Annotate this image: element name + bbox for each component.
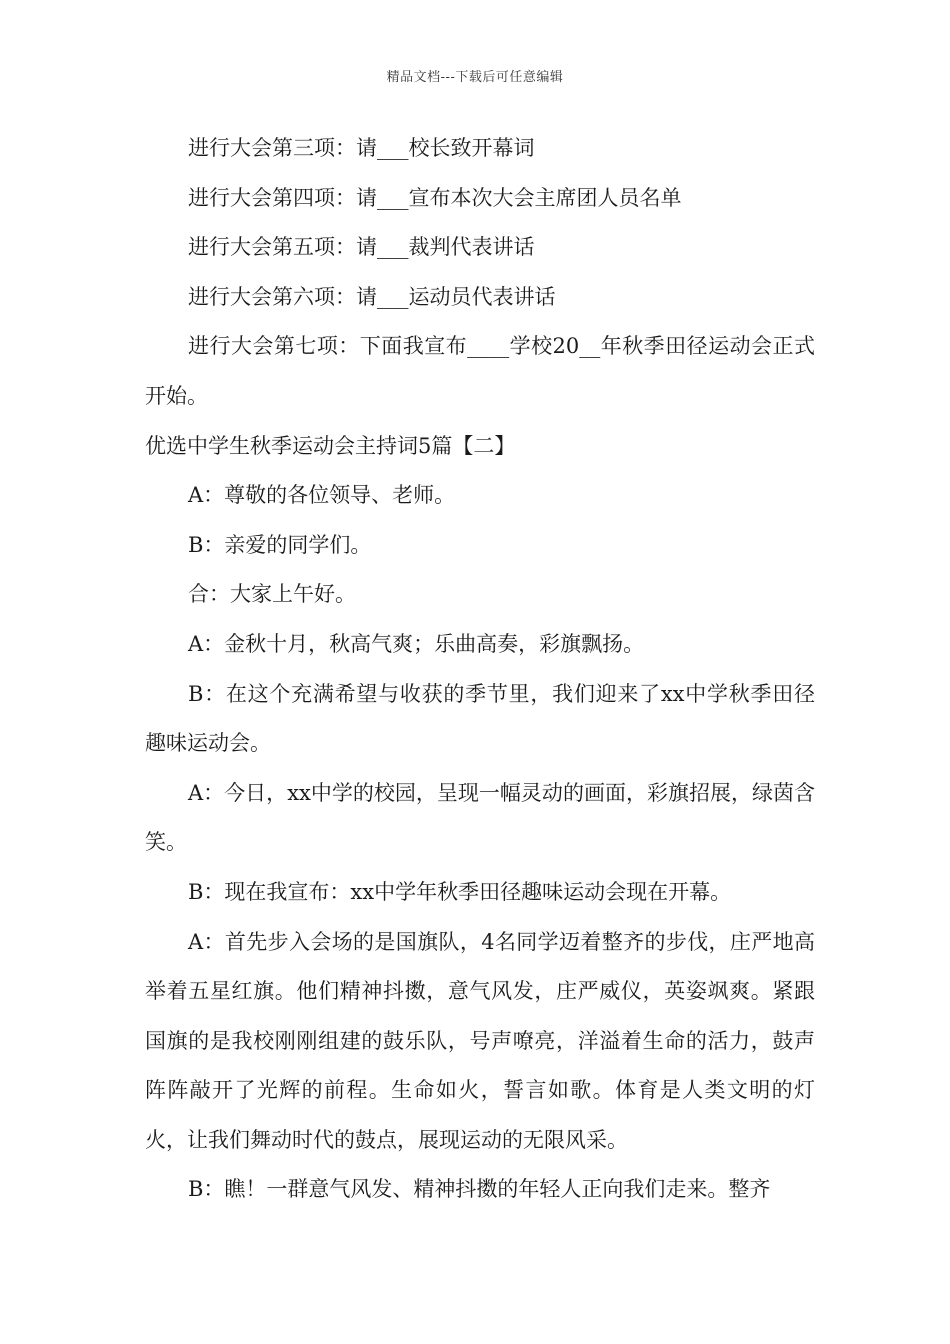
paragraph-item-6: 进行大会第六项：请___运动员代表讲话 [188, 284, 556, 309]
dialogue-line: A：尊敬的各位领导、老师。 [188, 483, 456, 508]
dialogue-line: B：现在我宣布：xx中学年秋季田径趣味运动会现在开幕。 [188, 879, 732, 904]
paragraph-item-7: 进行大会第七项：下面我宣布____学校20__年秋季田径运动会正式开始。 [145, 334, 815, 408]
page-header: 精品文档---下载后可任意编辑 [386, 70, 564, 85]
dialogue-line: A：金秋十月，秋高气爽；乐曲高奏，彩旗飘扬。 [188, 631, 645, 656]
paragraph-item-5: 进行大会第五项：请___裁判代表讲话 [188, 235, 535, 260]
paragraph-item-3: 进行大会第三项：请___校长致开幕词 [188, 136, 535, 160]
dialogue-line: 合：大家上午好。 [188, 582, 356, 607]
paragraph-item-4: 进行大会第四项：请___宣布本次大会主席团人员名单 [188, 185, 682, 210]
section-heading: 优选中学生秋季运动会主持词5篇【二】 [145, 433, 516, 458]
dialogue-line: A：首先步入会场的是国旗队，4名同学迈着整齐的步伐，庄严地高举着五星红旗。他们精神抖擞，意气风发，庄严威仪，英姿飒爽。紧跟国旗的是我校刚刚组建的鼓乐队，号声嘹亮，洋溢着生命的活力，鼓声阵阵敲开了光辉的前程。生命如火，誓言如歌。体育是人类文明的灯火，让我们舞动时代的鼓点，展现运动的无限风采。 [145, 929, 815, 1152]
dialogue-line: A：今日，xx中学的校园，呈现一幅灵动的画面，彩旗招展，绿茵含笑。 [145, 780, 815, 855]
document-body [145, 124, 815, 1215]
dialogue-line: B：瞧！一群意气风发、精神抖擞的年轻人正向我们走来。整齐 [188, 1177, 771, 1202]
dialogue-line: B：亲爱的同学们。 [188, 532, 372, 557]
dialogue-line: B：在这个充满希望与收获的季节里，我们迎来了xx中学秋季田径趣味运动会。 [145, 681, 815, 756]
